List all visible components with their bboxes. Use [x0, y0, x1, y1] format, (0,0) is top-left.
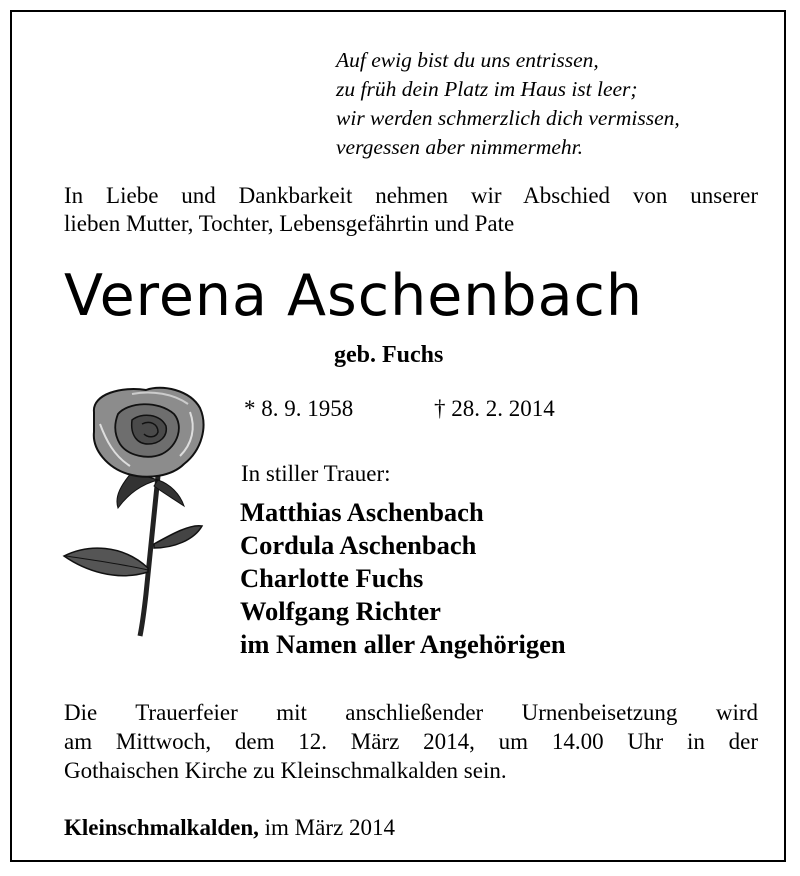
poem — [336, 46, 776, 162]
poem-line: wir werden schmerzlich dich vermissen, — [336, 106, 680, 130]
service-notice — [64, 698, 758, 785]
birth-name: geb. Fuchs — [334, 342, 444, 368]
mourner-name: Wolfgang Richter — [240, 596, 441, 626]
mourners-list — [240, 496, 566, 661]
intro-text — [64, 182, 758, 238]
intro-line: In Liebe und Dankbarkeit nehmen wir Abschied von unserer — [64, 183, 758, 208]
service-line: Die Trauerfeier mit anschließender Urnenbeisetzung wird — [64, 700, 758, 725]
mourner-name: im Namen aller Angehörigen — [240, 629, 566, 659]
service-line: Gothaischen Kirche zu Kleinschmalkalden sein. — [64, 758, 507, 783]
life-dates — [244, 396, 555, 422]
obituary-frame — [10, 10, 786, 862]
mourner-name: Cordula Aschenbach — [240, 530, 477, 560]
footer-place-date — [64, 815, 395, 841]
footer-place: Kleinschmalkalden, — [64, 815, 259, 840]
deceased-name: Verena Aschenbach — [64, 263, 643, 329]
service-line: am Mittwoch, dem 12. März 2014, um 14.00 Uhr in der — [64, 729, 758, 754]
birth-date: * 8. 9. 1958 — [244, 396, 354, 421]
intro-line: lieben Mutter, Tochter, Lebensgefährtin und Pate — [64, 211, 515, 236]
footer-date: im März 2014 — [264, 815, 395, 840]
rose-icon — [62, 384, 227, 642]
death-date: † 28. 2. 2014 — [434, 396, 555, 421]
mourning-label: In stiller Trauer: — [241, 461, 391, 486]
mourner-name: Matthias Aschenbach — [240, 497, 484, 527]
poem-line: zu früh dein Platz im Haus ist leer; — [336, 77, 638, 101]
poem-line: Auf ewig bist du uns entrissen, — [336, 48, 599, 72]
poem-line: vergessen aber nimmermehr. — [336, 135, 583, 159]
mourner-name: Charlotte Fuchs — [240, 563, 424, 593]
